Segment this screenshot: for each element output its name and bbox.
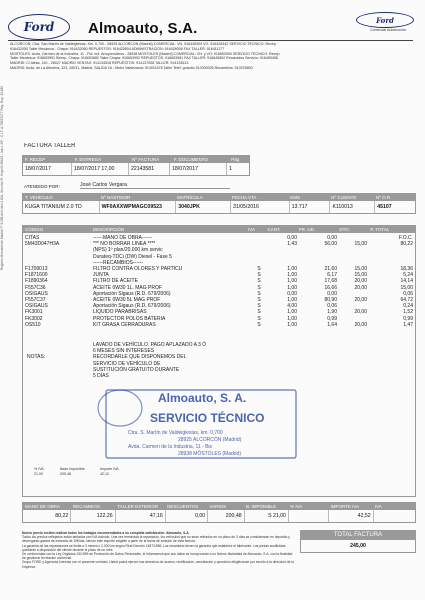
line-code: F1709013 bbox=[25, 266, 48, 273]
col-header: T. VEHÍCULO bbox=[23, 194, 99, 201]
line-total: 18,36 bbox=[400, 266, 413, 273]
line-dto: 15,00 bbox=[354, 272, 367, 279]
col-header: CÓDIGO bbox=[23, 226, 91, 233]
line-code: OSIGAUS bbox=[25, 303, 48, 310]
line-desc: PROTECTOR POLOS BATERÍA bbox=[93, 315, 166, 322]
line-desc: KIT GRASA CERRADURAS bbox=[93, 321, 156, 328]
bottom-line: Nuevo precio recibió realizar todos los trabajos encomendados a su completa satisfacción. Almoauto, S.A. bbox=[22, 531, 190, 535]
vat-rate bbox=[289, 510, 329, 522]
line-total: 0,06 bbox=[403, 290, 413, 297]
line-qty: 1,43 bbox=[287, 241, 297, 248]
col-header: Pág bbox=[229, 156, 249, 163]
col-header: DESCRIPCIÓN bbox=[91, 226, 246, 233]
invoice-info-table bbox=[22, 155, 250, 176]
note-line: LAVADO DE VEHÍCULO. PAGO APLAZADO A 3 Ó bbox=[93, 342, 207, 348]
col-header: VARIOS bbox=[207, 503, 244, 510]
note-line: SUSTITUCIÓN GRATUITO DURANTE bbox=[93, 366, 180, 373]
footnote: Grupo FORD y Agencias Internas con el presente contrato. Usted podrá ejercer sus derechos de acceso, rectificación, cancelación y oposición dirigiéndose por escrito a la dirección de la empresa. bbox=[22, 560, 294, 569]
legal-footnotes bbox=[22, 531, 294, 569]
line-total: 14,14 bbox=[400, 278, 413, 285]
notes-label: NOTAS: bbox=[27, 354, 46, 360]
document-type: FACTURA TALLER bbox=[24, 143, 76, 149]
tax-small-value: 42,12 bbox=[100, 471, 109, 476]
note-line: 6 MESES SIN INTERESES bbox=[93, 348, 155, 355]
vehicle-model: KUGA TITANIUM 2.0 TD bbox=[23, 201, 100, 213]
stamp-line: 28938 MÓSTOLES (Madrid) bbox=[178, 451, 241, 457]
line-qty: 1,00 bbox=[287, 266, 297, 273]
line-price: 1,90 bbox=[327, 309, 337, 316]
line-code: F1871600 bbox=[25, 272, 48, 279]
ford-logo-right-text: Ford bbox=[376, 15, 394, 25]
stamp-line: Avda. Carmen de la Industria, 11 - Bis bbox=[128, 444, 213, 450]
col-header: IMPORTE IVA bbox=[329, 503, 373, 510]
stamp-name: Almoauto, S. A. bbox=[158, 391, 247, 405]
parts-total: 122,26 bbox=[71, 510, 115, 522]
line-price: 80,90 bbox=[324, 297, 337, 304]
col-header: % IVA bbox=[288, 503, 328, 510]
repair-order-number: 45107 bbox=[377, 204, 392, 210]
line-iva: S bbox=[257, 309, 261, 316]
address-block bbox=[10, 42, 414, 71]
vehicle-plate: 3040JPK bbox=[176, 201, 231, 213]
line-desc: FILTRO DE ACEITE bbox=[93, 278, 138, 285]
line-desc: Durateq-TDCi (DW) Diesel - Fase 5 bbox=[93, 253, 172, 260]
line-qty: 4,00 bbox=[287, 303, 297, 310]
discounts-total: 0,00 bbox=[166, 510, 208, 522]
line-total: F.O.C. bbox=[398, 235, 413, 241]
line-desc: Aportación Sigaus (R.D. 679/2006) bbox=[93, 303, 171, 310]
line-qty: 0,00 bbox=[287, 290, 297, 297]
line-price: 56,00 bbox=[324, 241, 337, 248]
line-dto: 20,00 bbox=[354, 297, 367, 304]
stamp-line: 28925 ALCORCÓN (Madrid) bbox=[178, 437, 242, 443]
address-line: Taller Mecánica: 916653991 Recep. Chapa: 916653880 Taller Chapa: 916653992 REPUESTOS: 916653981 FAX TALLER: 916645892 Recambios Servicio: 916455458 bbox=[10, 56, 278, 61]
note-line: SERVICIO DE VEHÍCULO DE bbox=[93, 360, 161, 367]
company-name: Almoauto, S.A. bbox=[88, 20, 198, 37]
footnote: La garantía de las reparaciones se limita a 3 meses o 2.000 km según Real Decreto 1457/1986. Los recambios tienen la garantía que establece el fabricante. Las piezas sustituidas quedarán a disposición del cliente durante el plazo de un mes. bbox=[22, 543, 286, 552]
attended-value: José Carlos Vergara bbox=[80, 182, 230, 189]
col-header: F. RECEP bbox=[23, 156, 73, 163]
col-header: B. IMPONIBLE bbox=[244, 503, 288, 510]
line-price: 1,64 bbox=[327, 321, 337, 328]
col-header: Nº CLIENTE bbox=[329, 194, 374, 201]
line-code: OS510 bbox=[25, 321, 41, 328]
line-qty: 0,00 bbox=[287, 235, 297, 241]
line-iva: S bbox=[257, 290, 261, 297]
note-line: RECORDARLE QUE DISPONEMOS DEL bbox=[93, 354, 187, 361]
line-qty: 1,00 bbox=[287, 315, 297, 322]
line-rows bbox=[23, 233, 415, 328]
line-iva: S bbox=[257, 278, 261, 285]
line-total: 80,22 bbox=[400, 241, 413, 248]
total-value: 245,00 bbox=[350, 543, 366, 549]
line-iva: S bbox=[257, 315, 261, 322]
line-desc: ACEITE 0W30 5L MAG PROF bbox=[93, 297, 161, 304]
line-total: 1,47 bbox=[403, 321, 413, 328]
col-header: DTO. bbox=[337, 226, 368, 233]
line-code: FK3001 bbox=[25, 309, 43, 316]
line-qty: 1,00 bbox=[287, 278, 297, 285]
line-total: 0,99 bbox=[403, 315, 413, 322]
registry-text: Registro Mercantil de Madrid Tº 3.286 del Libro 2.624, Sección 3ª, Hoja M-56443 - Inscr. 20ª - C.I.F. A-78937177 Reg. Esp. 13.189 bbox=[0, 86, 4, 271]
registry-side-text bbox=[0, 86, 7, 516]
col-header: P. TOTAL bbox=[368, 226, 415, 233]
vat-total bbox=[374, 510, 415, 522]
delivery-date: 18/07/2017 17,00 bbox=[72, 163, 129, 175]
totals-table bbox=[22, 502, 416, 523]
line-iva: S bbox=[257, 297, 261, 304]
line-qty: 1,00 bbox=[287, 272, 297, 279]
line-code: F557C37 bbox=[25, 297, 46, 304]
note-line: 5 DÍAS bbox=[93, 373, 109, 380]
vehicle-table bbox=[22, 193, 416, 214]
tax-small-label: % IVA bbox=[34, 467, 44, 471]
misc-total: 200,48 bbox=[208, 510, 244, 522]
col-header: KMS bbox=[288, 194, 329, 201]
line-dto: 20,00 bbox=[354, 321, 367, 328]
footnote: De conformidad con la Ley Orgánica 15/1999 de Protección de Datos Personales, le informamos que sus datos se incorporarán a un fichero titularidad de Almoauto, S.A. con la finalidad de gestionar la relación comercial. bbox=[22, 552, 293, 561]
stamp-line: Ctra. S. Martín de Valdeiglesias, km. 0,700 bbox=[128, 430, 223, 436]
line-price: 6,17 bbox=[327, 272, 337, 279]
mileage: 13.717 bbox=[290, 201, 331, 213]
col-header: TALLER EXTERIOR bbox=[115, 503, 165, 510]
col-header: Nº O.R. bbox=[374, 194, 415, 201]
line-desc: FILTRO CONTRA OLORES Y PARTÍCU bbox=[93, 266, 183, 273]
line-code: F557C36 bbox=[25, 284, 46, 291]
line-iva: S bbox=[257, 266, 261, 273]
line-price: 21,60 bbox=[324, 266, 337, 273]
address-line: MADRID: Avda. de La Albufera, 323, 28031, Madrid, SALIDA 16 - Metro Valdezarza: 913011678 Taller Telef. gratuito 913300005 Recambios: 913376800 bbox=[10, 65, 253, 70]
line-code: FK3002 bbox=[25, 315, 43, 322]
tax-base: S 21,00 bbox=[245, 510, 289, 522]
col-header: FECHA VTA bbox=[230, 194, 289, 201]
col-header: PR. UD. bbox=[297, 226, 338, 233]
address-line: MOSTOLES: Avda. Carmen de la Industria, 11 - Pol. Ind. Arroyomolinos - 28938 MOSTOLES (Madrid) COMERCIAL: VN. y VO: 916653990 SERVICIO TÉCNICO: Recep. bbox=[10, 51, 281, 56]
line-price: 16,66 bbox=[324, 284, 337, 291]
line-desc: ------RECAMBIOS------ bbox=[93, 259, 143, 266]
total-label: TOTAL FACTURA bbox=[301, 531, 415, 540]
notes-block bbox=[93, 342, 206, 379]
col-header: F. ENTREGA bbox=[73, 156, 130, 163]
line-qty: 1,00 bbox=[287, 321, 297, 328]
col-header: CANT. bbox=[266, 226, 297, 233]
reception-date: 18/07/2017 bbox=[23, 163, 72, 175]
attended-label: ATENDIDO POR: bbox=[24, 184, 60, 189]
col-header: Nº FACTURA bbox=[130, 156, 172, 163]
line-price: 0,06 bbox=[327, 303, 337, 310]
line-dto: 15,00 bbox=[354, 241, 367, 248]
line-total: 15,00 bbox=[400, 284, 413, 291]
line-desc: ------MANO DE OBRA------ bbox=[93, 235, 152, 241]
line-qty: 1,00 bbox=[287, 297, 297, 304]
line-iva: S bbox=[257, 303, 261, 310]
col-header: F. DOCUMENTO bbox=[172, 156, 229, 163]
line-desc: (NPS) 1º plan/20.000 km servic bbox=[93, 247, 163, 254]
company-stamp bbox=[88, 382, 298, 460]
invoice-number: 22143581 bbox=[129, 163, 170, 175]
client-number: K110013 bbox=[330, 201, 375, 213]
col-header: DESCUENTOS bbox=[165, 503, 207, 510]
tax-small-label: Base Imponible bbox=[60, 467, 85, 471]
col-header: Nº BASTIDOR bbox=[99, 194, 175, 201]
line-price: 17,68 bbox=[324, 278, 337, 285]
line-price: 0,00 bbox=[327, 235, 337, 241]
line-code: 5M43D047H3A bbox=[25, 241, 60, 248]
footnote: Todos los precios reflejados están tarifados con IVA incluido. Una vez terminada la reparación, los vehículos que no sean retirados en un plazo de 3 días se considerarán en depósito y devengarán gastos de estancia de 10€/día, siendo este importe exigible a partir de la fecha de emisión de esta factura. bbox=[22, 535, 290, 544]
address-line: MADRID: C/ Alesa, 140 - 28027 MADRID VENTAS: 914134518 REPUESTOS: 914137008 TALLER: 914134513 bbox=[10, 61, 189, 66]
line-dto: 20,00 bbox=[354, 309, 367, 316]
line-iva: S bbox=[257, 284, 261, 291]
invoice-total-box bbox=[300, 530, 416, 553]
line-desc: *** NO BORRAR LINEA **** bbox=[93, 241, 156, 248]
line-code: CITAS bbox=[25, 235, 40, 241]
line-total: 5,24 bbox=[403, 272, 413, 279]
page-number: 1 bbox=[229, 166, 232, 172]
col-header: MATRÍCULA bbox=[175, 194, 230, 201]
line-dto: 15,00 bbox=[354, 266, 367, 273]
line-desc: LIQUIDO PARABRISAS bbox=[93, 309, 147, 316]
ford-logo-text: Ford bbox=[23, 20, 55, 34]
tax-small-value: 21,00 bbox=[34, 471, 43, 476]
external-workshop-total: 47,16 bbox=[116, 510, 166, 522]
line-price: 0,99 bbox=[327, 315, 337, 322]
col-header: MANO DE OBRA bbox=[23, 503, 71, 510]
stamp-service: SERVICIO TÉCNICO bbox=[150, 411, 265, 425]
line-price: 0,00 bbox=[327, 290, 337, 297]
vat-amount: 42,52 bbox=[329, 510, 373, 522]
col-header: IVA bbox=[373, 503, 415, 510]
col-header: IVA bbox=[246, 226, 265, 233]
document-date: 18/07/2017 bbox=[170, 163, 227, 175]
line-total: 1,52 bbox=[403, 309, 413, 316]
line-desc: JUNTA bbox=[93, 272, 109, 279]
address-line: ALCORCON: Ctra. San Martín de Valdeiglesias, Km. 0,700 - 28925 ALCORCON (Madrid) COMERCIAL: VN. 916426300 VO. 916426342 SERVICIO TÉCNICO: Recep. bbox=[10, 42, 277, 46]
line-dto: 20,00 bbox=[354, 278, 367, 285]
tax-small-value: 200,48 bbox=[60, 471, 71, 476]
ford-logo-right bbox=[356, 12, 414, 28]
line-iva: S bbox=[257, 272, 261, 279]
header-rule bbox=[8, 40, 413, 41]
col-header: RECAMBIOS bbox=[71, 503, 115, 510]
line-desc: Aportación Sigaus (R.D. 679/2006) bbox=[93, 290, 171, 297]
line-desc: ACEITE 0W30 1L. MAG PROF bbox=[93, 284, 162, 291]
line-total: 0,24 bbox=[403, 303, 413, 310]
line-code: OSIGAUS bbox=[25, 290, 48, 297]
line-item-row bbox=[23, 322, 415, 328]
tax-summary-small bbox=[34, 467, 144, 477]
sale-date: 31/05/2016 bbox=[231, 201, 290, 213]
ford-logo-caption: Comercial Automoción bbox=[370, 28, 406, 32]
line-code: F1890364 bbox=[25, 278, 48, 285]
line-iva: S bbox=[257, 321, 261, 328]
line-qty: 1,00 bbox=[287, 309, 297, 316]
ford-logo-left bbox=[8, 14, 70, 40]
line-total: 64,72 bbox=[400, 297, 413, 304]
vehicle-vin: WF0AXXWPMAGC09523 bbox=[100, 201, 177, 213]
line-qty: 1,00 bbox=[287, 284, 297, 291]
tax-small-label: Importe IVA bbox=[100, 467, 119, 471]
address-line: 916432050 Taller Mecánica - Chapa: 916432060 REPUESTOS: 916425504 ADMINISTRACIÓN: 916428006 FAX TALLER: 916411177 bbox=[10, 46, 225, 51]
line-dto: 20,00 bbox=[354, 284, 367, 291]
labor-total: 80,22 bbox=[23, 510, 71, 522]
